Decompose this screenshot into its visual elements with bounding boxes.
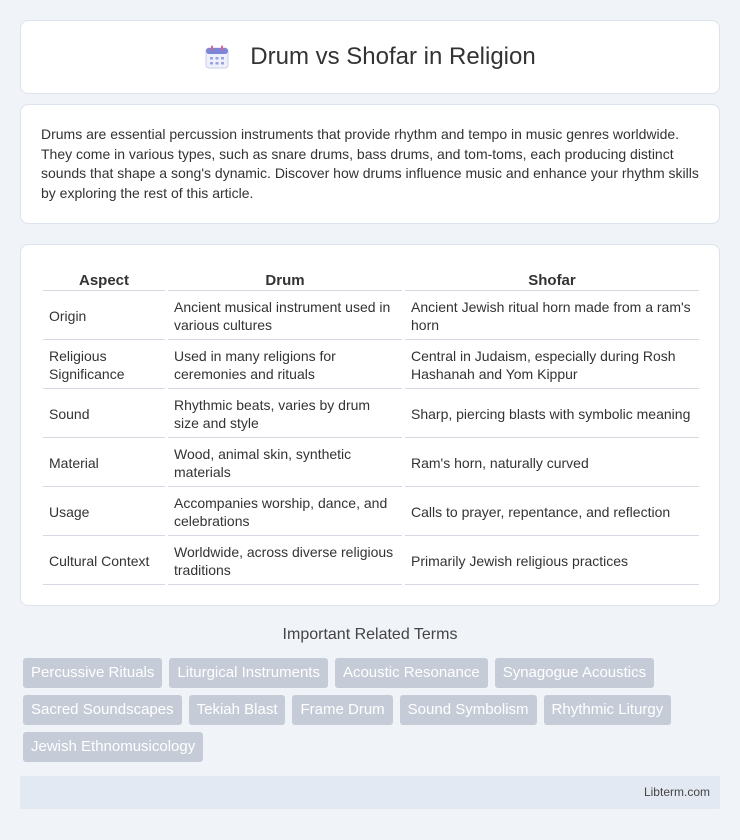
column-header: Aspect — [43, 267, 165, 291]
related-term-tag[interactable]: Percussive Rituals — [23, 658, 162, 688]
table-header-row — [43, 267, 699, 291]
table-row — [43, 489, 699, 536]
shofar-cell: Sharp, piercing blasts with symbolic meaning — [405, 391, 699, 438]
comparison-table — [40, 265, 702, 587]
header — [204, 43, 535, 71]
related-term-tag[interactable]: Jewish Ethnomusicology — [23, 732, 203, 762]
shofar-cell: Primarily Jewish religious practices — [405, 538, 699, 585]
aspect-cell: Sound — [43, 391, 165, 438]
aspect-cell: Material — [43, 440, 165, 487]
comparison-card — [20, 244, 720, 606]
related-term-tag[interactable]: Rhythmic Liturgy — [544, 695, 672, 725]
footer — [20, 776, 720, 809]
drum-cell: Rhythmic beats, varies by drum size and style — [168, 391, 402, 438]
table-row — [43, 538, 699, 585]
related-term-tag[interactable]: Sound Symbolism — [400, 695, 537, 725]
related-term-tag[interactable]: Synagogue Acoustics — [495, 658, 654, 688]
calendar-icon — [204, 44, 230, 70]
drum-cell: Accompanies worship, dance, and celebrations — [168, 489, 402, 536]
column-header: Drum — [168, 267, 402, 291]
column-header: Shofar — [405, 267, 699, 291]
aspect-cell: Cultural Context — [43, 538, 165, 585]
footer-site-link[interactable]: Libterm.com — [643, 785, 710, 799]
shofar-cell: Calls to prayer, repentance, and reflection — [405, 489, 699, 536]
table-row — [43, 440, 699, 487]
drum-cell: Worldwide, across diverse religious traditions — [168, 538, 402, 585]
table-row — [43, 342, 699, 389]
aspect-cell: Origin — [43, 293, 165, 340]
shofar-cell: Ancient Jewish ritual horn made from a ram's horn — [405, 293, 699, 340]
shofar-cell: Ram's horn, naturally curved — [405, 440, 699, 487]
aspect-cell: Religious Significance — [43, 342, 165, 389]
drum-cell: Used in many religions for ceremonies and rituals — [168, 342, 402, 389]
drum-cell: Wood, animal skin, synthetic materials — [168, 440, 402, 487]
table-row — [43, 293, 699, 340]
related-terms-list — [23, 658, 723, 762]
related-terms-title: Important Related Terms — [282, 626, 458, 643]
header-card — [20, 20, 720, 94]
related-term-tag[interactable]: Liturgical Instruments — [169, 658, 328, 688]
aspect-cell: Usage — [43, 489, 165, 536]
intro-paragraph: Drums are essential percussion instruments that provide rhythm and tempo in music genres worldwide. They come in various types, such as snare drums, bass drums, and tom-toms, each producing distinct sounds that shape a song's dynamic. Discover how drums influence music and enhance your rhythm skills by exploring the rest of this article. — [41, 126, 699, 201]
related-term-tag[interactable]: Frame Drum — [292, 695, 392, 725]
related-term-tag[interactable]: Tekiah Blast — [189, 695, 286, 725]
related-term-tag[interactable]: Sacred Soundscapes — [23, 695, 182, 725]
intro-card — [20, 104, 720, 224]
drum-cell: Ancient musical instrument used in various cultures — [168, 293, 402, 340]
table-row — [43, 391, 699, 438]
shofar-cell: Central in Judaism, especially during Rosh Hashanah and Yom Kippur — [405, 342, 699, 389]
related-term-tag[interactable]: Acoustic Resonance — [335, 658, 488, 688]
page-title: Drum vs Shofar in Religion — [250, 43, 536, 70]
